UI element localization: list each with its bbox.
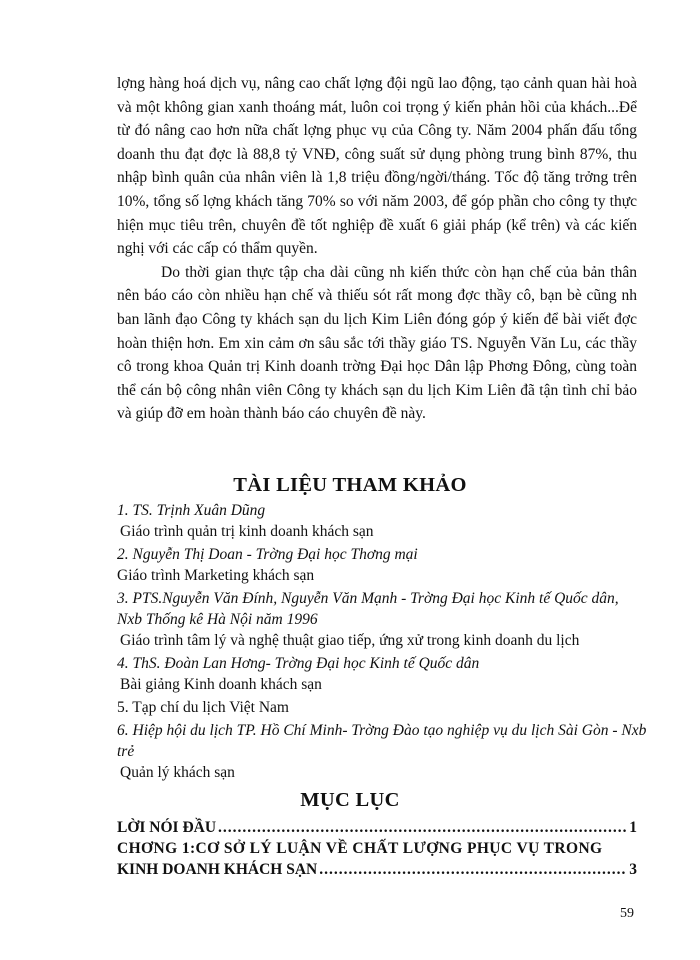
reference-4-title: Bài giảng Kinh doanh khách sạn [120, 676, 322, 693]
reference-1-title: Giáo trình quản trị kinh doanh khách sạn [120, 523, 374, 540]
reference-1-author: 1. TS. Trịnh Xuân Dũng [117, 502, 266, 519]
references-heading: TÀI LIỆU THAM KHẢO [233, 474, 467, 496]
toc-leader-dots [218, 817, 627, 838]
toc-heading: MỤC LỤC [300, 789, 400, 811]
toc-entry-1-page: 1 [629, 819, 637, 836]
references-list [117, 500, 647, 785]
reference-4-author: 4. ThS. Đoàn Lan Hơng- Trờng Đại học Kinh tế Quốc dân [117, 655, 480, 672]
conclusion-section [117, 72, 637, 426]
reference-6-author: 6. Hiệp hội du lịch TP. Hồ Chí Minh- Trờng Đào tạo nghiệp vụ du lịch Sài Gòn - Nxb trẻ [117, 722, 647, 760]
toc-leader-dots [319, 859, 627, 880]
reference-2-author: 2. Nguyễn Thị Doan - Trờng Đại học Thơng mại [117, 546, 418, 563]
reference-5-author: 5. Tạp chí du lịch Việt Nam [117, 699, 289, 716]
toc-entry-2-page: 3 [629, 861, 637, 878]
page-number: 59 [620, 906, 634, 921]
toc-entry-2-line-1[interactable]: CHƠNG 1:CƠ SỞ LÝ LUẬN VỀ CHẤT LƯỢNG PHỤC VỤ TRONG [117, 840, 603, 857]
toc-entry-2-label: KINH DOANH KHÁCH SẠN [117, 861, 318, 878]
toc-entry-1-label: LỜI NÓI ĐẦU [117, 819, 217, 836]
reference-3-title: Giáo trình tâm lý và nghệ thuật giao tiếp, ứng xử trong kinh doanh du lịch [120, 632, 580, 649]
reference-2-title: Giáo trình Marketing khách sạn [117, 567, 315, 584]
table-of-contents [117, 817, 637, 880]
toc-entry-1[interactable] [117, 817, 637, 838]
reference-3-author: 3. PTS.Nguyễn Văn Đính, Nguyễn Văn Mạnh - Trờng Đại học Kinh tế Quốc dân, Nxb Thống kê Hà Nội năm 1996 [117, 590, 619, 628]
conclusion-paragraph-1: lợng hàng hoá dịch vụ, nâng cao chất lợng đội ngũ lao động, tạo cảnh quan hài hoà và một không gian xanh thoáng mát, luôn coi trọng ý kiến phản hồi của khách...Để từ đó nâng cao hơn nữa chất lợng phục vụ của Công ty. Năm 2004 phấn đấu tổng doanh thu đạt đợc là 88,8 tỷ VNĐ, công suất sử dụng phòng trung bình 87%, thu nhập bình quân của nhân viên là 1,8 triệu đồng/ngời/tháng. Tốc độ tăng trởng trên 10%, tổng số lợng khách tăng 70% so với năm 2003, để góp phần cho công ty thực hiện mục tiêu trên, chuyên đề tốt nghiệp đề xuất 6 giải pháp (kể trên) và các kiến nghị với các cấp có thẩm quyền. [117, 75, 637, 258]
reference-6-title: Quản lý khách sạn [120, 764, 235, 781]
toc-entry-2[interactable] [117, 859, 637, 880]
conclusion-paragraph-2: Do thời gian thực tập cha dài cũng nh kiến thức còn hạn chế của bản thân nên báo cáo còn nhiều hạn chế và thiếu sót rất mong đợc thầy cô, bạn bè cũng nh ban lãnh đạo Công ty khách sạn du lịch Kim Liên đóng góp ý kiến để bài viết đợc hoàn thiện hơn. Em xin cảm ơn sâu sắc tới thầy giáo TS. Nguyễn Văn Lu, các thầy cô trong khoa Quản trị Kinh doanh trờng Đại học Dân lập Phơng Đông, cùng toàn thể cán bộ công nhân viên Công ty khách sạn du lịch Kim Liên đã tận tình chỉ bảo và giúp đỡ em hoàn thành báo cáo chuyên đề này. [117, 263, 637, 423]
